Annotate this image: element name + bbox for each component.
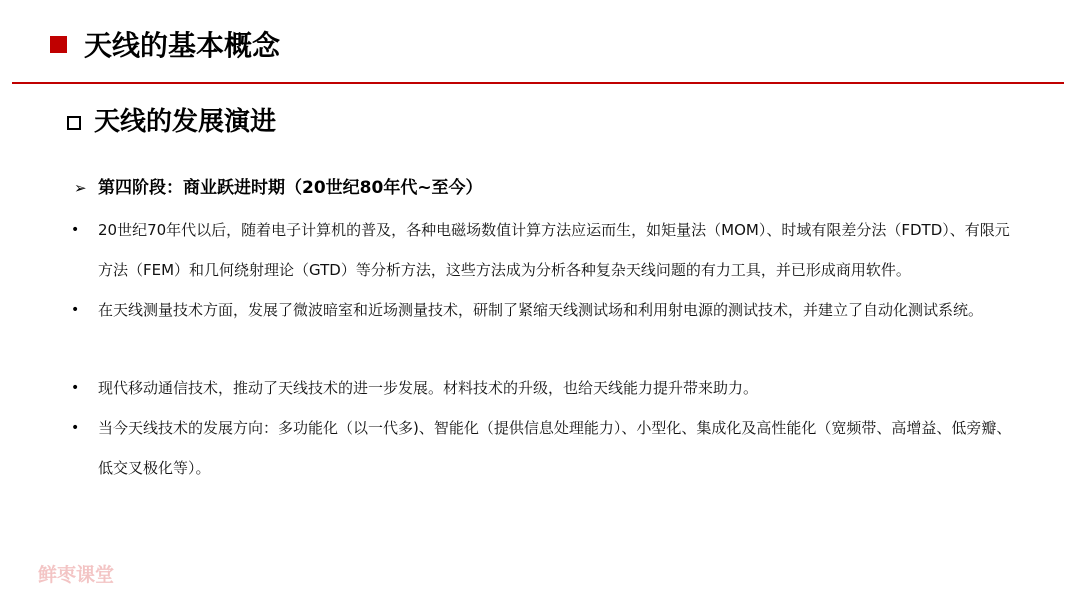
arrow-icon: ➢ <box>74 179 87 197</box>
bullet-icon: • <box>71 222 80 238</box>
bullet-paragraph-3: 现代移动通信技术，推动了天线技术的进一步发展。材料技术的升级，也给天线能力提升带来助力。 <box>98 379 759 397</box>
bullet-paragraph-2: 在天线测量技术方面，发展了微波暗室和近场测量技术，研制了紧缩天线测试场和利用射电源的测试技术，并建立了自动化测试系统。 <box>98 301 984 319</box>
bullet-paragraph-1: 20世纪70年代以后，随着电子计算机的普及，各种电磁场数值计算方法应运而生，如矩量法（MOM）、时域有限差分法（FDTD）、有限元方法（FEM）和几何绕射理论（GTD）等分析方法，这些方法成为分析各种复杂天线问题的有力工具，并已形成商用软件。 <box>98 221 1010 279</box>
stage-heading: 第四阶段：商业跃进时期（20世纪80年代~至今） <box>98 178 483 198</box>
bullet-paragraph-4: 当今天线技术的发展方向：多功能化（以一代多)、智能化（提供信息处理能力）、小型化、集成化及高性能化（宽频带、高增益、低旁瓣、低交叉极化等）。 <box>98 419 1012 477</box>
bullet-icon: • <box>71 420 80 436</box>
watermark-logo-text: 鲜枣课堂 <box>38 564 115 586</box>
title-divider <box>12 82 1064 84</box>
page-title: 天线的基本概念 <box>84 29 281 62</box>
section-subtitle: 天线的发展演进 <box>94 107 277 137</box>
subtitle-hollow-square-marker <box>67 116 81 130</box>
bullet-icon: • <box>71 302 80 318</box>
bullet-icon: • <box>71 380 80 396</box>
title-square-marker <box>50 36 67 53</box>
